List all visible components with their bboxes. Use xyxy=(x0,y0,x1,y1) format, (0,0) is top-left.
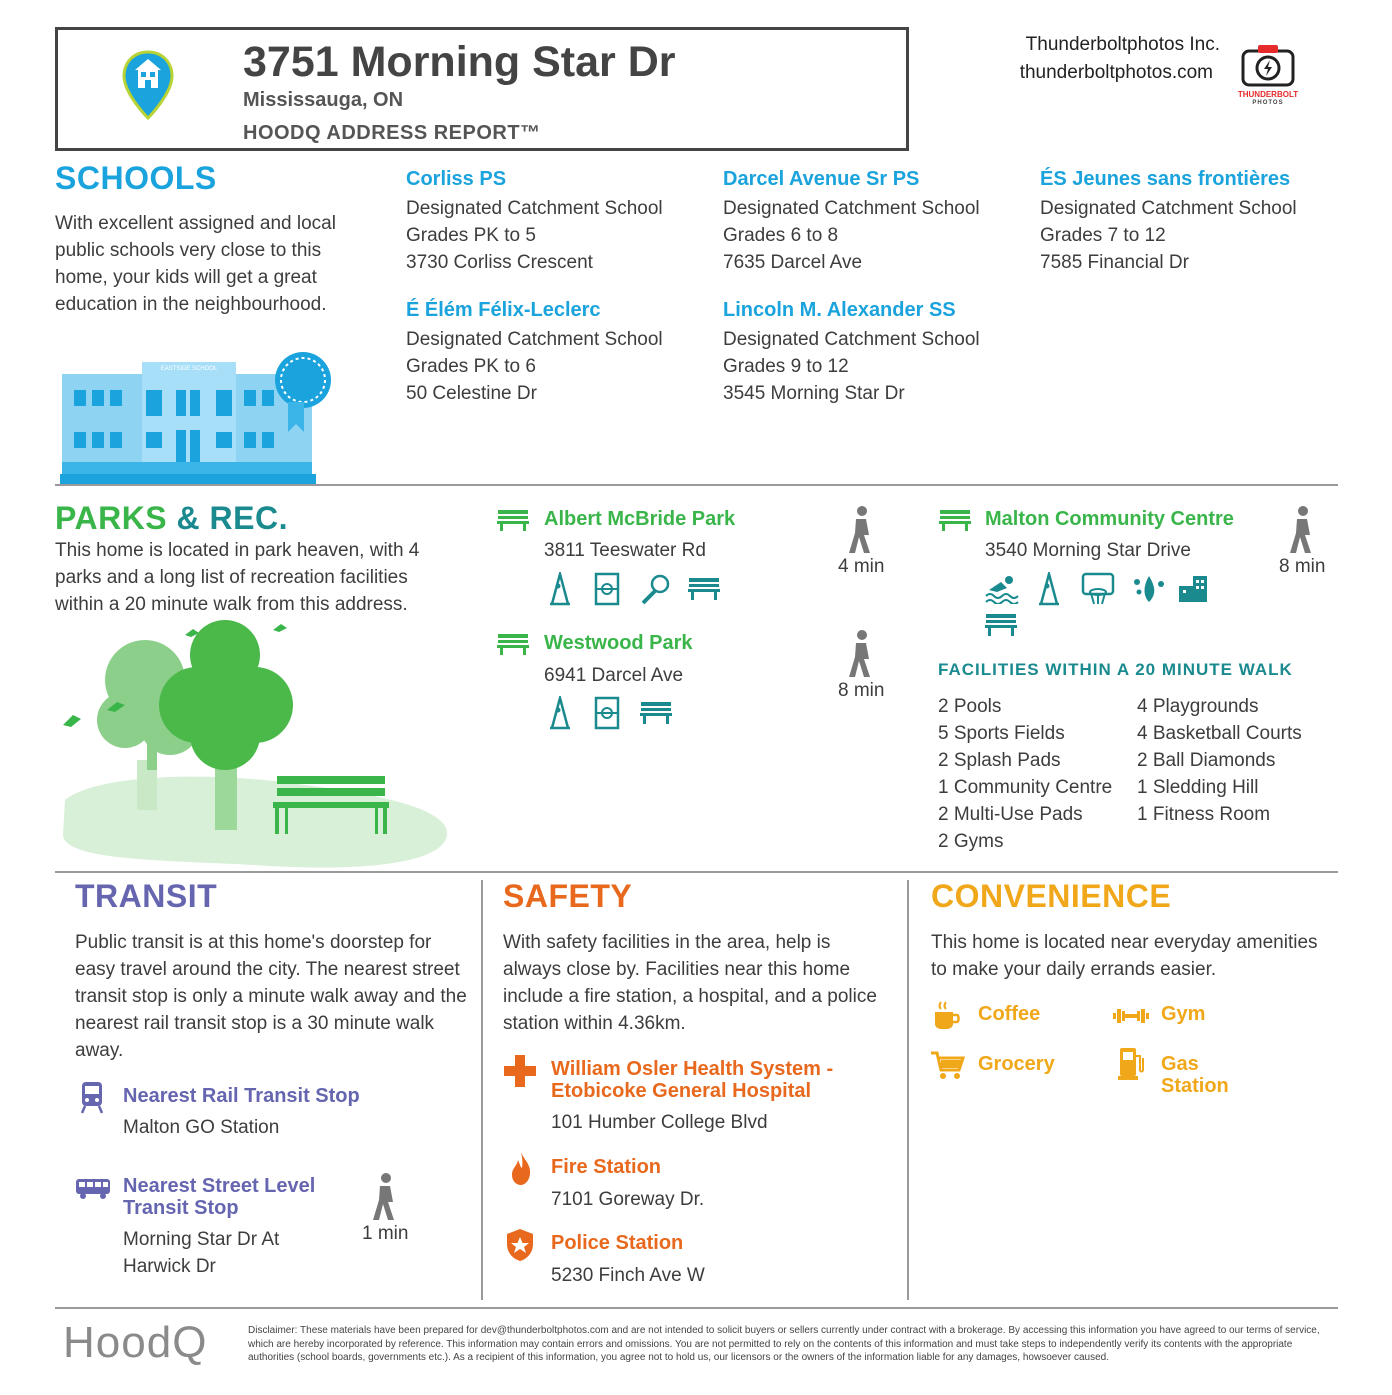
divider-schools-parks xyxy=(55,484,1338,486)
school-building-illustration xyxy=(60,350,340,485)
hospital-name-line1: William Osler Health System - xyxy=(551,1058,834,1080)
park-name-malton[interactable]: Malton Community Centre xyxy=(985,508,1234,530)
company-website[interactable]: thunderboltphotos.com xyxy=(1019,62,1213,83)
school-address: 7635 Darcel Ave xyxy=(723,252,863,273)
schools-description: With excellent assigned and local public schools very close to this home, your kids will get a great education in the neighbourhood. xyxy=(55,213,336,315)
police-badge-icon xyxy=(506,1228,534,1262)
sports-field-icon xyxy=(594,572,620,606)
facility-item: 2 Gyms xyxy=(938,831,1004,852)
school-grades: Grades PK to 6 xyxy=(406,356,536,377)
hospital-cross-icon xyxy=(503,1054,537,1088)
police-station-address: 5230 Finch Ave W xyxy=(551,1265,705,1286)
gas-station-label-line2: Station xyxy=(1161,1075,1229,1097)
school-name[interactable]: ÉS Jeunes sans frontières xyxy=(1040,168,1291,190)
street-stop-walk: 1 min xyxy=(362,1223,409,1244)
school-address: 3730 Corliss Crescent xyxy=(406,252,593,273)
grocery-label[interactable]: Grocery xyxy=(978,1053,1055,1075)
hospital-name-line2: Etobicoke General Hospital xyxy=(551,1080,812,1102)
street-stop-label xyxy=(123,1175,315,1219)
parks-title-main: PARKS xyxy=(55,500,168,536)
street-stop-label-line2: Transit Stop xyxy=(123,1197,239,1219)
facility-item: 1 Sledding Hill xyxy=(1137,777,1259,798)
map-pin-icon xyxy=(121,50,175,122)
police-station-name[interactable]: Police Station xyxy=(551,1232,684,1254)
school-name[interactable]: Lincoln M. Alexander SS xyxy=(723,299,956,321)
camera-logo-icon xyxy=(1240,42,1296,88)
gym-dumbbell-icon xyxy=(1113,1007,1149,1025)
playground-icon xyxy=(546,696,574,730)
logo-text-primary: THUNDERBOLT xyxy=(1237,90,1299,99)
school-type: Designated Catchment School xyxy=(723,329,980,350)
facility-item: 2 Ball Diamonds xyxy=(1137,750,1276,771)
baseball-icon xyxy=(640,572,674,606)
facility-item: 2 Pools xyxy=(938,696,1002,717)
logo-text-secondary: PHOTOS xyxy=(1252,100,1284,106)
street-stop-value-line1: Morning Star Dr At xyxy=(123,1229,280,1250)
sports-field-icon xyxy=(594,696,620,730)
transit-description: Public transit is at this home's doorstep for easy travel around the city. The nearest street transit stop is only a minute walk away and the nearest rail transit stop is a 30 minute walk away. xyxy=(75,932,467,1061)
school-card-lincoln xyxy=(723,299,1023,407)
gym-label[interactable]: Gym xyxy=(1161,1003,1206,1025)
fire-icon xyxy=(510,1150,532,1186)
bench-icon xyxy=(985,612,1017,638)
walk-icon xyxy=(370,1172,402,1222)
park-amenities-westwood xyxy=(544,696,684,732)
school-name[interactable]: Darcel Avenue Sr PS xyxy=(723,168,920,190)
rail-stop-label: Nearest Rail Transit Stop xyxy=(123,1085,360,1107)
street-stop-label-line1: Nearest Street Level xyxy=(123,1175,316,1197)
community-centre-icon xyxy=(1177,574,1211,604)
train-icon xyxy=(80,1080,104,1114)
school-name[interactable]: Corliss PS xyxy=(406,168,507,190)
schools-title: SCHOOLS xyxy=(55,160,217,196)
school-address: 7585 Financial Dr xyxy=(1040,252,1189,273)
park-amenities-albert xyxy=(544,572,734,608)
address-title: 3751 Morning Star Dr xyxy=(243,38,676,86)
bus-icon xyxy=(75,1178,111,1200)
school-grades: Grades 9 to 12 xyxy=(723,356,849,377)
school-type: Designated Catchment School xyxy=(723,198,980,219)
svg-text:EASTSIDE SCHOOL: EASTSIDE SCHOOL xyxy=(160,366,218,372)
playground-icon xyxy=(546,572,574,606)
parks-title xyxy=(55,500,288,537)
basketball-icon xyxy=(1081,572,1115,606)
divider-parks-bottom xyxy=(55,871,1338,873)
coffee-icon xyxy=(933,1000,961,1030)
disclaimer-text: Disclaimer: These materials have been prepared for dev@thunderboltphotos.com and are not intended to solicit buyers or sellers currently under contract with a brokerage. By accessing this information you have agreed to our terms of service, which are hereby incorporated by reference. This information may contain errors and omissions. You are not permitted to rely on the contents of this information and must take steps to independently verify its contents with the appropriate authorities (school boards, governments etc.). As a recipient of this information, you agree not to hold us, our licensors or the owners of the information liable for any damages, howsoever caused. xyxy=(248,1325,1320,1363)
facility-item: 5 Sports Fields xyxy=(938,723,1065,744)
address-city: Mississauga, ON xyxy=(243,89,404,111)
grocery-cart-icon xyxy=(930,1050,966,1080)
parks-description: This home is located in park heaven, with 4 parks and a long list of recreation facilities within a 20 minute walk from this address. xyxy=(55,540,420,615)
divider-footer xyxy=(55,1307,1338,1309)
splash-pad-icon xyxy=(1131,572,1165,606)
park-walk-malton: 8 min xyxy=(1279,556,1326,577)
facility-item: 1 Fitness Room xyxy=(1137,804,1271,825)
parks-title-sub: & REC. xyxy=(176,500,288,536)
company-name: Thunderboltphotos Inc. xyxy=(1025,34,1220,55)
school-type: Designated Catchment School xyxy=(1040,198,1297,219)
report-label: HOODQ ADDRESS REPORT™ xyxy=(243,122,541,144)
bench-icon xyxy=(688,576,720,602)
school-card-jeunes xyxy=(1040,168,1340,276)
fire-station-name[interactable]: Fire Station xyxy=(551,1156,662,1178)
park-walk-albert: 4 min xyxy=(838,556,885,577)
school-address: 50 Celestine Dr xyxy=(406,383,537,404)
bench-icon xyxy=(497,508,529,532)
school-type: Designated Catchment School xyxy=(406,329,663,350)
gas-pump-icon xyxy=(1118,1046,1144,1082)
safety-title: SAFETY xyxy=(503,878,633,914)
school-address: 3545 Morning Star Dr xyxy=(723,383,905,404)
park-amenities-malton xyxy=(985,572,1235,642)
bench-icon xyxy=(497,632,529,656)
school-card-corliss xyxy=(406,168,706,276)
park-name-westwood[interactable]: Westwood Park xyxy=(544,632,693,654)
school-grades: Grades 6 to 8 xyxy=(723,225,839,246)
street-stop-value-line2: Harwick Dr xyxy=(123,1256,216,1277)
pool-icon xyxy=(985,574,1019,604)
facility-item: 2 Splash Pads xyxy=(938,750,1061,771)
gas-station-label-line1: Gas xyxy=(1161,1053,1199,1075)
transit-title: TRANSIT xyxy=(75,878,218,914)
park-walk-westwood: 8 min xyxy=(838,680,885,701)
park-address-albert: 3811 Teeswater Rd xyxy=(544,540,706,561)
park-illustration xyxy=(55,610,455,875)
facility-item: 4 Playgrounds xyxy=(1137,696,1259,717)
school-grades: Grades PK to 5 xyxy=(406,225,536,246)
convenience-description: This home is located near everyday amenities to make your daily errands easier. xyxy=(931,932,1318,980)
park-address-malton: 3540 Morning Star Drive xyxy=(985,540,1191,561)
walk-icon xyxy=(846,629,878,679)
divider-transit-safety xyxy=(481,880,483,1300)
hospital-name[interactable] xyxy=(551,1058,833,1102)
convenience-title: CONVENIENCE xyxy=(931,878,1172,914)
playground-icon xyxy=(1035,572,1063,606)
school-card-darcel xyxy=(723,168,1023,276)
walk-icon xyxy=(1287,505,1319,555)
coffee-label[interactable]: Coffee xyxy=(978,1003,1041,1025)
facility-item: 2 Multi-Use Pads xyxy=(938,804,1083,825)
divider-safety-convenience xyxy=(907,880,909,1300)
school-grades: Grades 7 to 12 xyxy=(1040,225,1166,246)
rail-stop-value[interactable]: Malton GO Station xyxy=(123,1117,280,1138)
facilities-list-left xyxy=(938,693,1133,855)
school-type: Designated Catchment School xyxy=(406,198,663,219)
street-stop-value[interactable] xyxy=(123,1226,279,1280)
hoodq-logo[interactable]: HoodQ xyxy=(63,1318,208,1367)
hospital-address: 101 Humber College Blvd xyxy=(551,1112,768,1133)
park-address-westwood: 6941 Darcel Ave xyxy=(544,665,684,686)
gas-station-label[interactable] xyxy=(1161,1053,1229,1097)
fire-station-address: 7101 Goreway Dr. xyxy=(551,1189,705,1210)
park-name-albert[interactable]: Albert McBride Park xyxy=(544,508,736,530)
facilities-title: FACILITIES WITHIN A 20 MINUTE WALK xyxy=(938,660,1293,679)
facilities-list-right xyxy=(1137,693,1337,828)
bench-icon xyxy=(939,508,971,532)
facility-item: 1 Community Centre xyxy=(938,777,1113,798)
facility-item: 4 Basketball Courts xyxy=(1137,723,1302,744)
bench-icon xyxy=(640,700,672,726)
school-name[interactable]: É Élém Félix-Leclerc xyxy=(406,299,601,321)
school-card-felix xyxy=(406,299,706,407)
safety-description: With safety facilities in the area, help is always close by. Facilities near this home include a fire station, a hospital, and a police station within 4.36km. xyxy=(503,932,877,1034)
walk-icon xyxy=(846,505,878,555)
